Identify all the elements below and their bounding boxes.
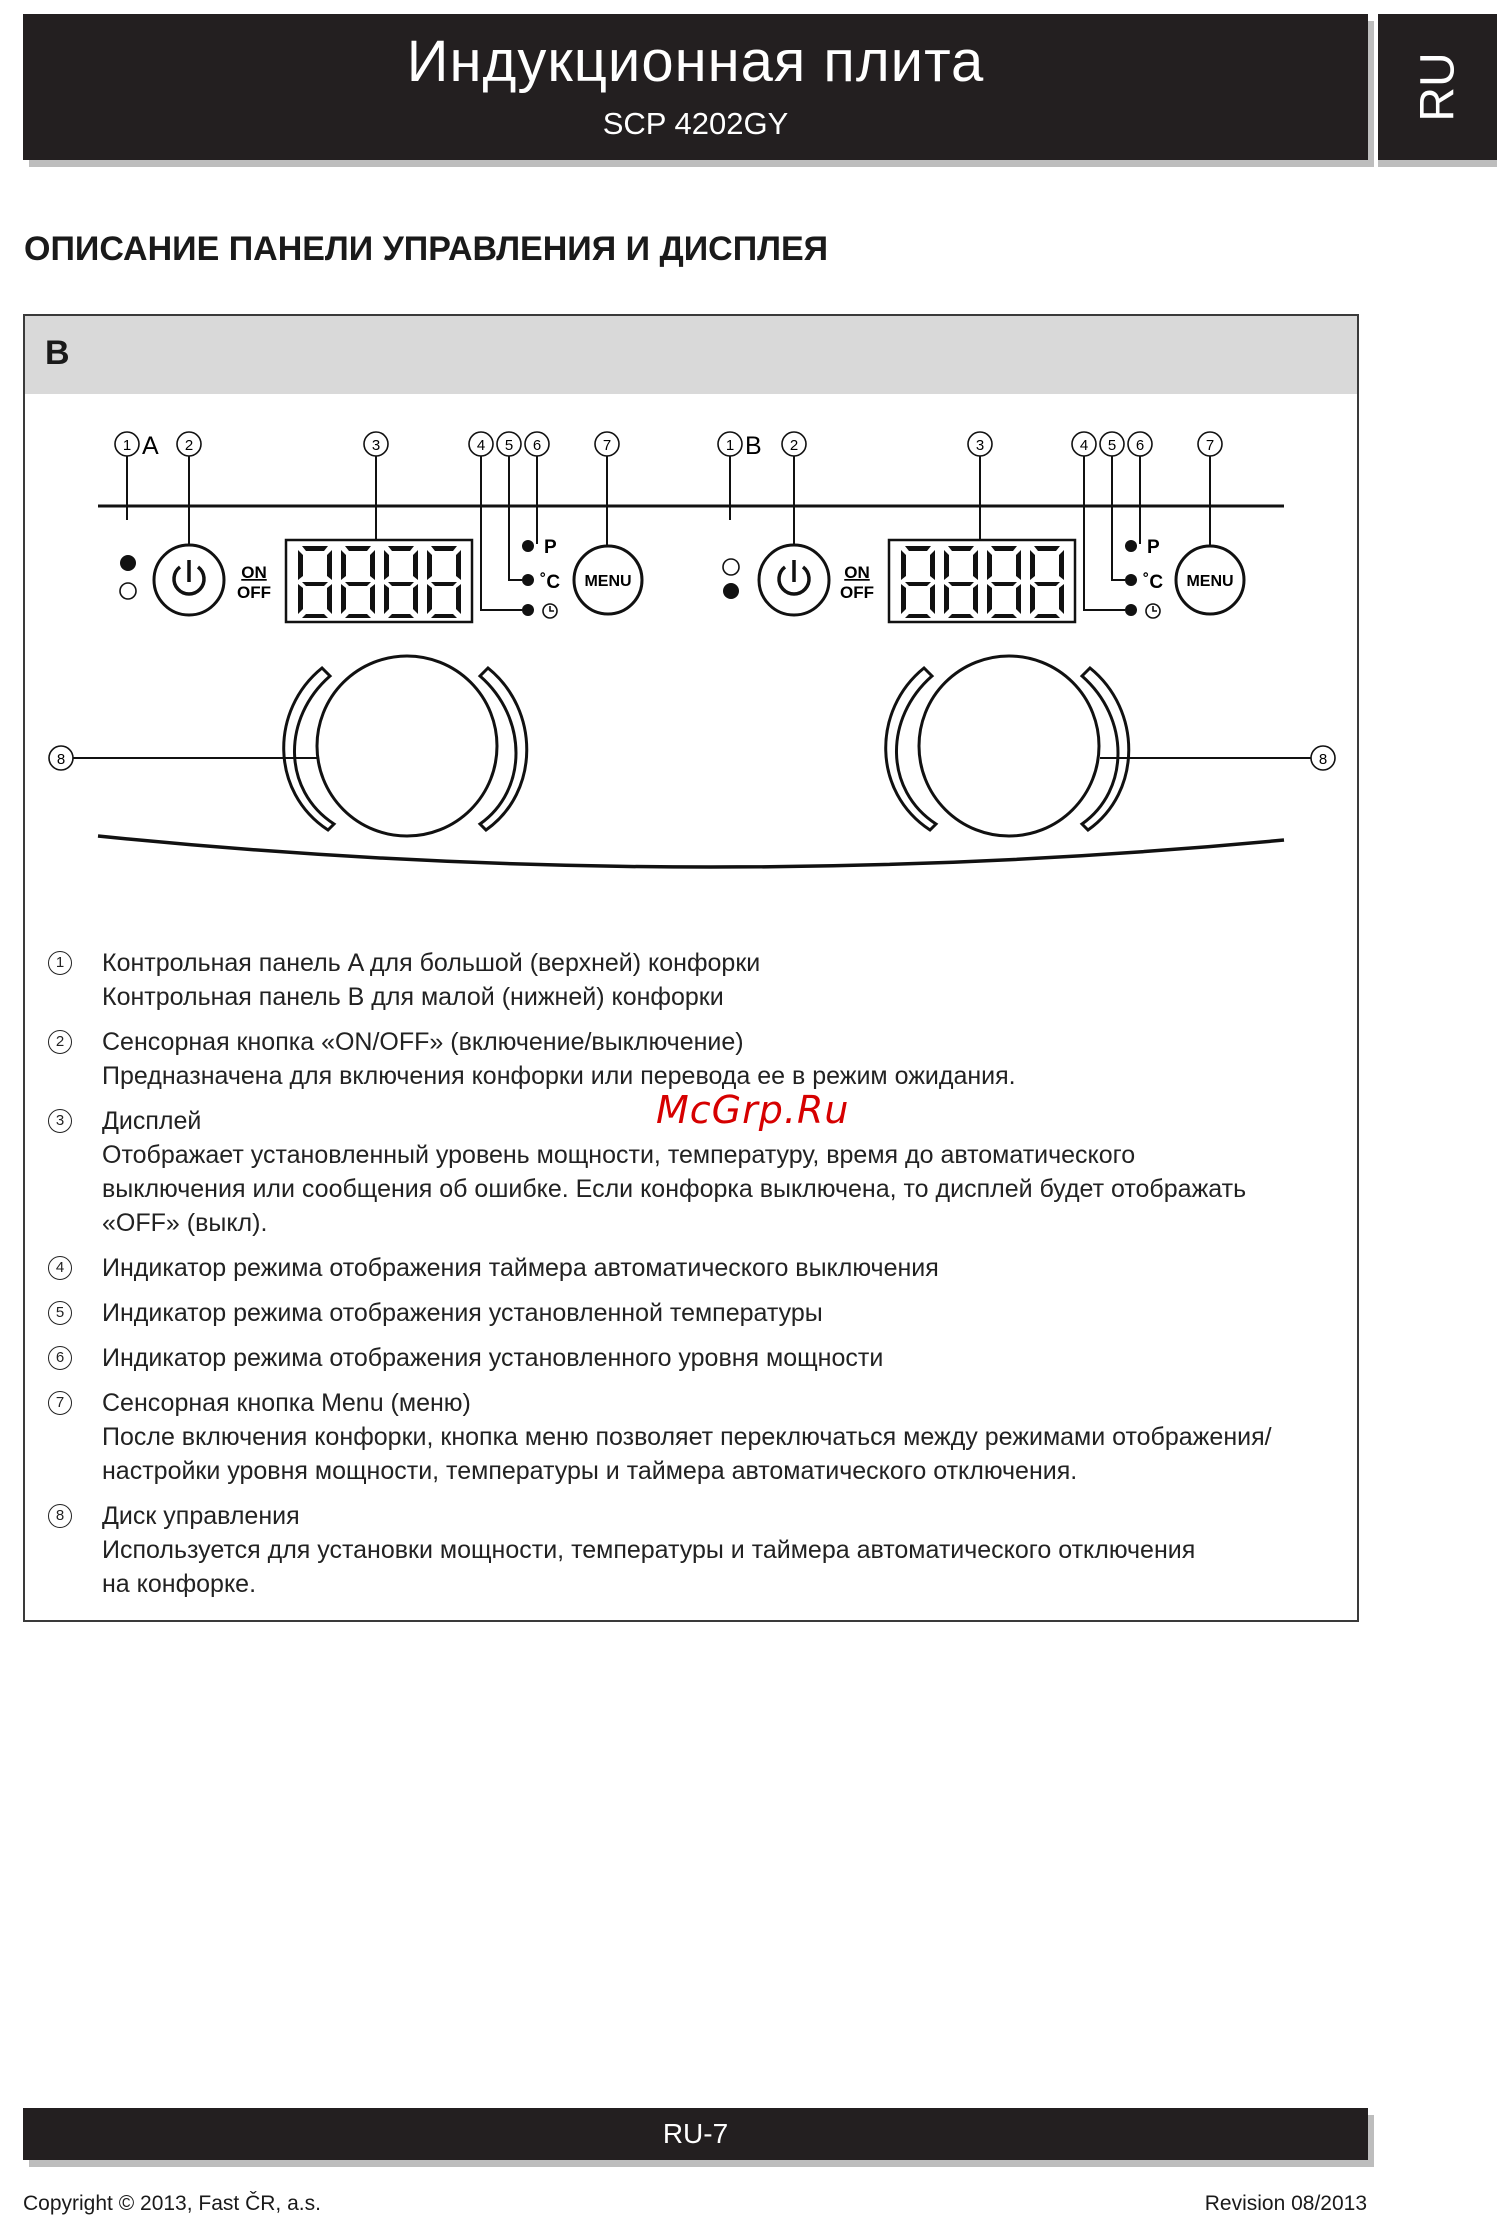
item-number: 8	[48, 1504, 72, 1528]
status-dot-empty	[723, 559, 739, 575]
svg-text:MENU: MENU	[584, 573, 632, 590]
panel-a	[49, 432, 642, 836]
item-text: выключения или сообщения об ошибке. Если конфорка выключена, то дисплей будет отображать	[102, 1175, 1247, 1203]
power-indicator-label: P	[544, 537, 557, 558]
callout-8	[49, 746, 73, 770]
item-number: 2	[48, 1030, 72, 1054]
on-label: ON	[844, 563, 870, 582]
item-text: «OFF» (выкл).	[102, 1209, 268, 1237]
panel-b-letter: B	[745, 432, 762, 460]
item-text: настройки уровня мощности, температуры и таймера автоматического отключения.	[102, 1457, 1078, 1485]
clock-icon	[543, 604, 557, 618]
power-button[interactable]	[154, 545, 224, 615]
description-item	[42, 1341, 1342, 1375]
display-b	[889, 540, 1075, 622]
item-text: Предназначена для включения конфорки или перевода ее в режим ожидания.	[102, 1062, 1016, 1090]
svg-text:7: 7	[1205, 437, 1215, 454]
language-tab	[1378, 14, 1497, 160]
svg-text:1: 1	[122, 437, 132, 454]
figure-label: B	[45, 334, 70, 372]
svg-text:3: 3	[975, 437, 985, 454]
callout-2	[782, 432, 806, 456]
callout-3	[364, 432, 388, 456]
revision: Revision 08/2013	[1204, 2192, 1367, 2215]
callout-6	[525, 432, 549, 456]
item-number: 1	[48, 951, 72, 975]
callout-7	[595, 432, 619, 456]
svg-text:8: 8	[1318, 751, 1328, 768]
on-label: ON	[241, 563, 267, 582]
callout-2	[177, 432, 201, 456]
item-number: 7	[48, 1391, 72, 1415]
section-title: ОПИСАНИЕ ПАНЕЛИ УПРАВЛЕНИЯ И ДИСПЛЕЯ	[24, 230, 829, 268]
power-button[interactable]	[759, 545, 829, 615]
page-title: Индукционная плита	[406, 29, 985, 94]
svg-text:5: 5	[504, 437, 514, 454]
control-knob-b[interactable]	[886, 656, 1129, 836]
footer-bar	[23, 2108, 1368, 2160]
svg-text:2: 2	[184, 437, 194, 454]
item-number: 4	[48, 1256, 72, 1280]
svg-text:4: 4	[476, 437, 486, 454]
callout-5	[497, 432, 521, 456]
description-item	[42, 1251, 1342, 1285]
callout-5	[1100, 432, 1124, 456]
description-item	[42, 1386, 1342, 1488]
menu-button[interactable]	[1176, 546, 1244, 614]
item-text: Контрольная панель A для большой (верхней) конфорки	[102, 949, 761, 977]
description-item	[42, 1499, 1342, 1601]
model-number: SCP 4202GY	[602, 106, 789, 141]
callout-8	[1311, 746, 1335, 770]
svg-text:5: 5	[1107, 437, 1117, 454]
temperature-indicator-label: ˚C	[1143, 572, 1164, 593]
copyright: Copyright © 2013, Fast ČR, a.s.	[23, 2192, 321, 2215]
item-text: Сенсорная кнопка «ON/OFF» (включение/выключение)	[102, 1028, 744, 1056]
item-number: 3	[48, 1109, 72, 1133]
callout-3	[968, 432, 992, 456]
description-list	[42, 946, 1342, 1612]
item-text: Индикатор режима отображения установленного уровня мощности	[102, 1344, 884, 1372]
header-bar	[23, 14, 1368, 160]
panel-b	[718, 432, 1335, 836]
item-text: Контрольная панель B для малой (нижней) конфорки	[102, 983, 724, 1011]
item-number: 6	[48, 1346, 72, 1370]
item-text: Используется для установки мощности, температуры и таймера автоматического отключения	[102, 1536, 1196, 1564]
item-text: Отображает установленный уровень мощности, температуру, время до автоматического	[102, 1141, 1136, 1169]
description-item	[42, 1025, 1342, 1093]
svg-text:6: 6	[1135, 437, 1145, 454]
svg-text:7: 7	[602, 437, 612, 454]
item-text: После включения конфорки, кнопка меню позволяет переключаться между режимами отображения/	[102, 1423, 1272, 1451]
item-text: Дисплей	[102, 1107, 202, 1135]
item-text: Индикатор режима отображения таймера автоматического выключения	[102, 1254, 939, 1282]
callout-4	[469, 432, 493, 456]
page-number: RU-7	[662, 2118, 729, 2149]
menu-button[interactable]	[574, 546, 642, 614]
item-text: Диск управления	[102, 1502, 300, 1530]
item-text: Сенсорная кнопка Menu (меню)	[102, 1389, 471, 1417]
svg-text:3: 3	[371, 437, 381, 454]
clock-icon	[1146, 604, 1160, 618]
callout-7	[1198, 432, 1222, 456]
off-label: OFF	[237, 583, 271, 602]
watermark: McGrp.Ru	[656, 1088, 850, 1132]
status-dot-empty	[120, 583, 136, 599]
item-text: Индикатор режима отображения установленной температуры	[102, 1299, 823, 1327]
panel-a-letter: A	[142, 432, 159, 460]
svg-text:6: 6	[532, 437, 542, 454]
description-item	[42, 1296, 1342, 1330]
status-dot-filled	[120, 555, 136, 571]
off-label: OFF	[840, 583, 874, 602]
svg-text:2: 2	[789, 437, 799, 454]
svg-text:MENU: MENU	[1186, 573, 1234, 590]
svg-text:4: 4	[1079, 437, 1089, 454]
control-knob-a[interactable]	[284, 656, 527, 836]
figure-box-header	[25, 316, 1357, 394]
callout-1	[115, 432, 139, 456]
language-label: RU	[1411, 52, 1464, 122]
temperature-indicator-label: ˚C	[540, 572, 561, 593]
item-number: 5	[48, 1301, 72, 1325]
description-item	[42, 946, 1342, 1014]
callout-4	[1072, 432, 1096, 456]
callout-6	[1128, 432, 1152, 456]
svg-text:8: 8	[56, 751, 66, 768]
power-indicator-label: P	[1147, 537, 1160, 558]
control-panel-diagram	[0, 400, 1400, 920]
item-text: на конфорке.	[102, 1570, 257, 1598]
display-a	[286, 540, 472, 622]
callout-1	[718, 432, 742, 456]
status-dot-filled	[723, 583, 739, 599]
panel-bottom-edge	[98, 836, 1284, 867]
svg-text:1: 1	[725, 437, 735, 454]
